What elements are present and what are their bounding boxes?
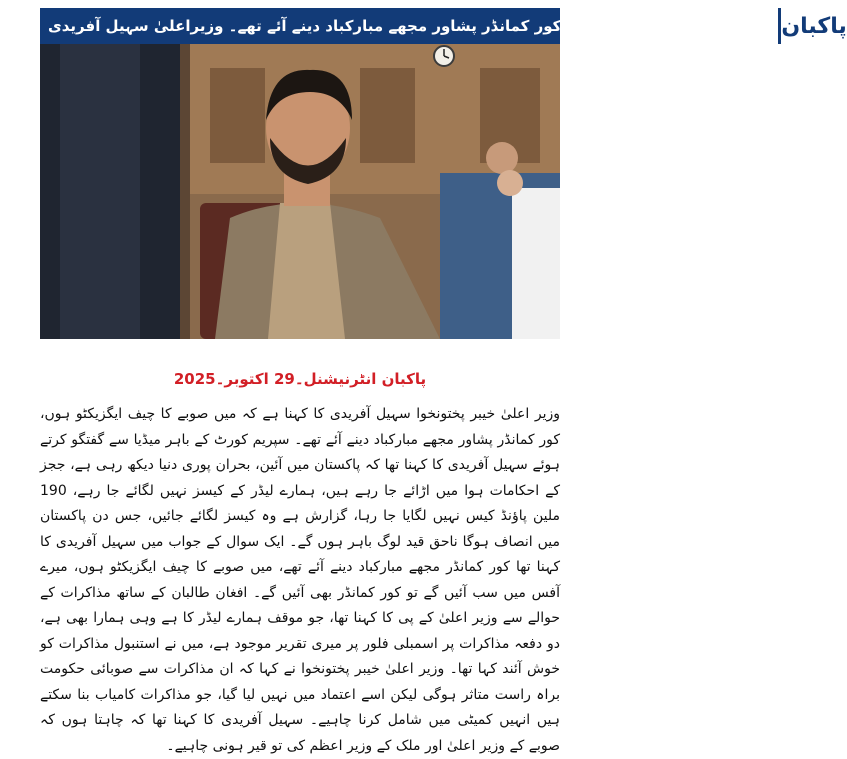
brand-name: پاکبان [781, 13, 847, 39]
news-photo [40, 8, 847, 339]
dateline: پاکبان انٹرنیشنل۔29 اکتوبر۔2025 [173, 370, 427, 388]
headline: صوبے کا چیف ایگزیکٹو ہوں، کور کمانڈر پشاور مجھے مبارکباد دینے آئے تھے۔ وزیراعلیٰ سہیل آفریدی [48, 17, 771, 35]
press-scene-photo [40, 8, 560, 339]
article-body: وزیر اعلیٰ خیبر پختونخوا سہیل آفریدی کا کہنا ہے کہ میں صوبے کا چیف ایگزیکٹو ہوں، کور کمانڈر پشاور مجھے مبارکباد دینے آئے تھے۔ سپریم کورٹ کے باہر میڈیا سے گفتگو کرتے ہوئے سہیل آفریدی کا کہنا تھا کہ پاکستان میں آئین، بحران پوری دنیا دیکھ رہی ہے، ججز کے احکامات ہوا میں اڑائے جا رہے ہیں، ہمارے لیڈر کے کیسز نہیں لگائے جا رہے، 190 ملین پاؤنڈ کیس نہیں لگایا جا رہا، گزارش ہے وہ کیسز لگائے جائیں، جس دن پاکستان میں انصاف ہوگا ناحق قید لوگ باہر ہوں گے۔ ایک سوال کے جواب میں سہیل آفریدی کا کہنا تھا کور کمانڈر مجھے مبارکباد دینے آئے تھے، میں صوبے کا چیف ایگزیکٹو ہوں، میرے آفس میں سب آئیں گے تو کور کمانڈر بھی آئیں گے۔ افغان طالبان کے ساتھ مذاکرات کے حوالے سے وزیر اعلیٰ کے پی کا کہنا تھا، جو موقف ہمارے لیڈر کا ہے وہی ہمارا بھی ہے، دو دفعہ مذاکرات پر اسمبلی فلور پر میری تقریر موجود ہے، میں نے استنبول مذاکرات کو خوش آئند کہا تھا۔ وزیر اعلیٰ خیبر پختونخوا نے کہا کہ ان مذاکرات سے صوبائی حکومت براہ راست متاثر ہوگی لیکن اسے اعتماد میں نہیں لیا گیا، جو مذاکرات کامیاب بنا سکتے ہیں انہیں کمیٹی میں شامل کرنا چاہیے۔ سہیل آفریدی کا کہنا تھا کہ چاہتا ہوں کہ صوبے کے وزیر اعلیٰ اور ملک کے وزیر اعظم کی تو قیر ہونی چاہیے۔ [40, 406, 560, 754]
brand-logo [778, 8, 846, 44]
headline-bar [40, 8, 847, 44]
